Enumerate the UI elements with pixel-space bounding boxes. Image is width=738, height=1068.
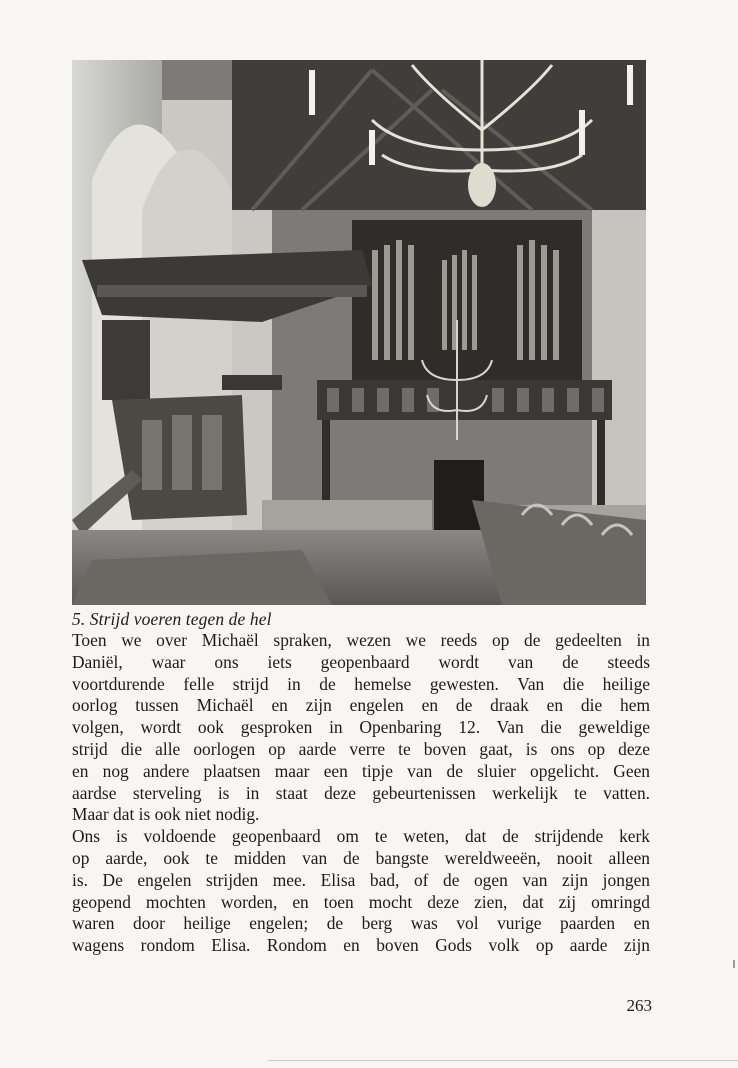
scan-speck <box>733 960 735 968</box>
text-line: Toen we over Michaël spraken, wezen we reeds op de gedeelten in <box>72 630 650 650</box>
text-line: geopend mochten worden, en toen mocht deze zien, dat zij omringd <box>72 891 650 912</box>
text-line: Daniël, waar ons iets geopenbaard wordt van de steeds <box>72 651 650 672</box>
scan-edge-divider <box>268 1060 738 1061</box>
text-line: Ons is voldoende geopenbaard om te weten, dat de strijdende kerk <box>72 826 650 847</box>
text-line: en nog andere plaatsen maar een tipje van de sluier opgelicht. Geen <box>72 760 650 781</box>
text-line: is. De engelen strijden mee. Elisa bad, of de ogen van zijn jongen <box>72 869 650 890</box>
text-line: aardse sterveling is in staat deze gebeurtenissen werkelijk te vatten. <box>72 782 650 803</box>
text-line: volgen, wordt ook gesproken in Openbaring 12. Van die geweldige <box>72 717 650 738</box>
figure-caption: 5. Strijd voeren tegen de hel <box>72 609 272 629</box>
text-line: oorlog tussen Michaël en zijn engelen en de draak en die hem <box>72 695 650 716</box>
text-line: waren door heilige engelen; de berg was vol vurige paarden en <box>72 913 650 934</box>
body-text <box>72 630 650 957</box>
text-line: wagens rondom Elisa. Rondom en boven Gods volk op aarde zijn <box>72 935 650 956</box>
text-line: voortdurende felle strijd in de hemelse gewesten. Van die heilige <box>72 673 650 694</box>
text-line: strijd die alle oorlogen op aarde verre te boven gaat, is ons op deze <box>72 738 650 759</box>
church-interior-photo <box>72 60 646 605</box>
page-number: 263 <box>626 996 652 1015</box>
text-line: Maar dat is ook niet nodig. <box>72 804 260 825</box>
church-interior-photo-icon <box>72 60 646 605</box>
text-line: op aarde, ook te midden van de bangste wereldweeën, nooit alleen <box>72 847 650 868</box>
